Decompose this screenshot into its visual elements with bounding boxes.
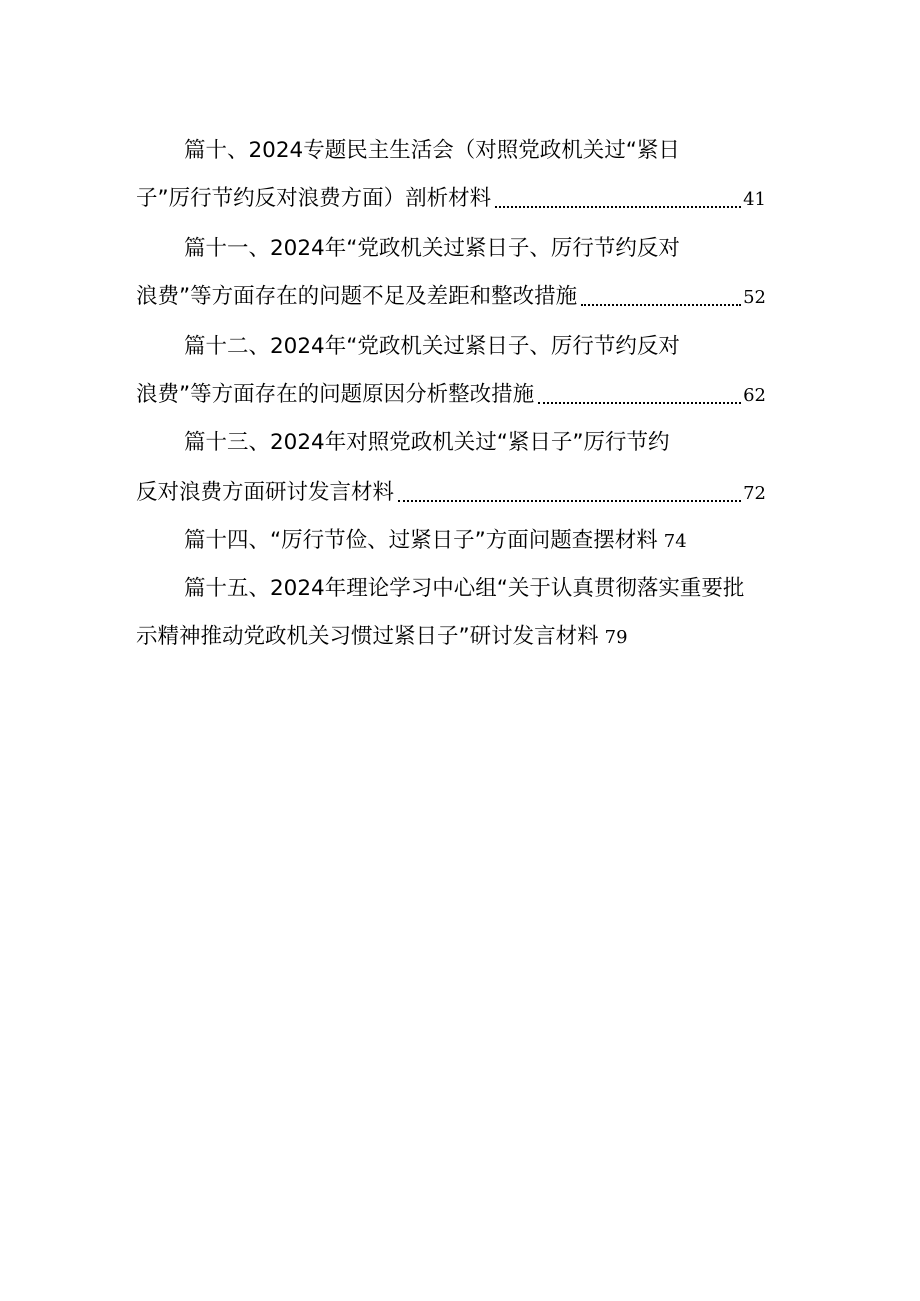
dot-leader	[495, 206, 741, 208]
toc-entry-title: 子”厉行节约反对浪费方面）剖析材料	[136, 186, 492, 211]
toc-entry-title: 篇十四、“厉行节俭、过紧日子”方面问题查摆材料	[184, 528, 658, 553]
toc-entry-10-line-2[interactable]	[136, 184, 766, 214]
toc-entry-title: 篇十五、2024年理论学习中心组“关于认真贯彻落实重要批	[184, 576, 745, 601]
toc-entry-title: 浪费”等方面存在的问题原因分析整改措施	[136, 382, 535, 407]
toc-entry-11-line-1[interactable]	[184, 234, 766, 264]
toc-entry-title: 篇十三、2024年对照党政机关过“紧日子”厉行节约	[184, 430, 670, 455]
toc-entry-title: 篇十二、2024年“党政机关过紧日子、厉行节约反对	[184, 334, 680, 359]
toc-entry-12-line-2[interactable]	[136, 380, 766, 410]
toc-entry-title: 示精神推动党政机关习惯过紧日子”研讨发言材料	[136, 624, 599, 649]
toc-page-number: 74	[663, 531, 687, 552]
toc-entry-title: 浪费”等方面存在的问题不足及差距和整改措施	[136, 284, 578, 309]
dot-leader	[581, 304, 741, 306]
toc-page-number: 52	[743, 287, 766, 308]
dot-leader	[398, 500, 741, 502]
toc-entry-15-line-2[interactable]	[136, 622, 766, 652]
toc-entry-13-line-2[interactable]	[136, 478, 766, 508]
toc-entry-title: 篇十、2024专题民主生活会（对照党政机关过“紧日	[184, 138, 680, 163]
toc-entry-13-line-1[interactable]	[184, 428, 766, 458]
toc-entry-10-line-1[interactable]	[184, 136, 766, 166]
toc-entry-14-line-1[interactable]	[184, 526, 766, 556]
toc-entry-15-line-1[interactable]	[184, 574, 790, 604]
toc-entry-12-line-1[interactable]	[184, 332, 766, 362]
toc-page-number: 62	[743, 385, 766, 406]
toc-page-number: 72	[743, 483, 766, 504]
toc-entry-title: 反对浪费方面研讨发言材料	[136, 480, 395, 505]
toc-entry-title: 篇十一、2024年“党政机关过紧日子、厉行节约反对	[184, 236, 680, 261]
toc-entry-11-line-2[interactable]	[136, 282, 766, 312]
dot-leader	[538, 402, 741, 404]
toc-page-number: 41	[743, 189, 766, 210]
toc-page-number: 79	[604, 627, 628, 648]
